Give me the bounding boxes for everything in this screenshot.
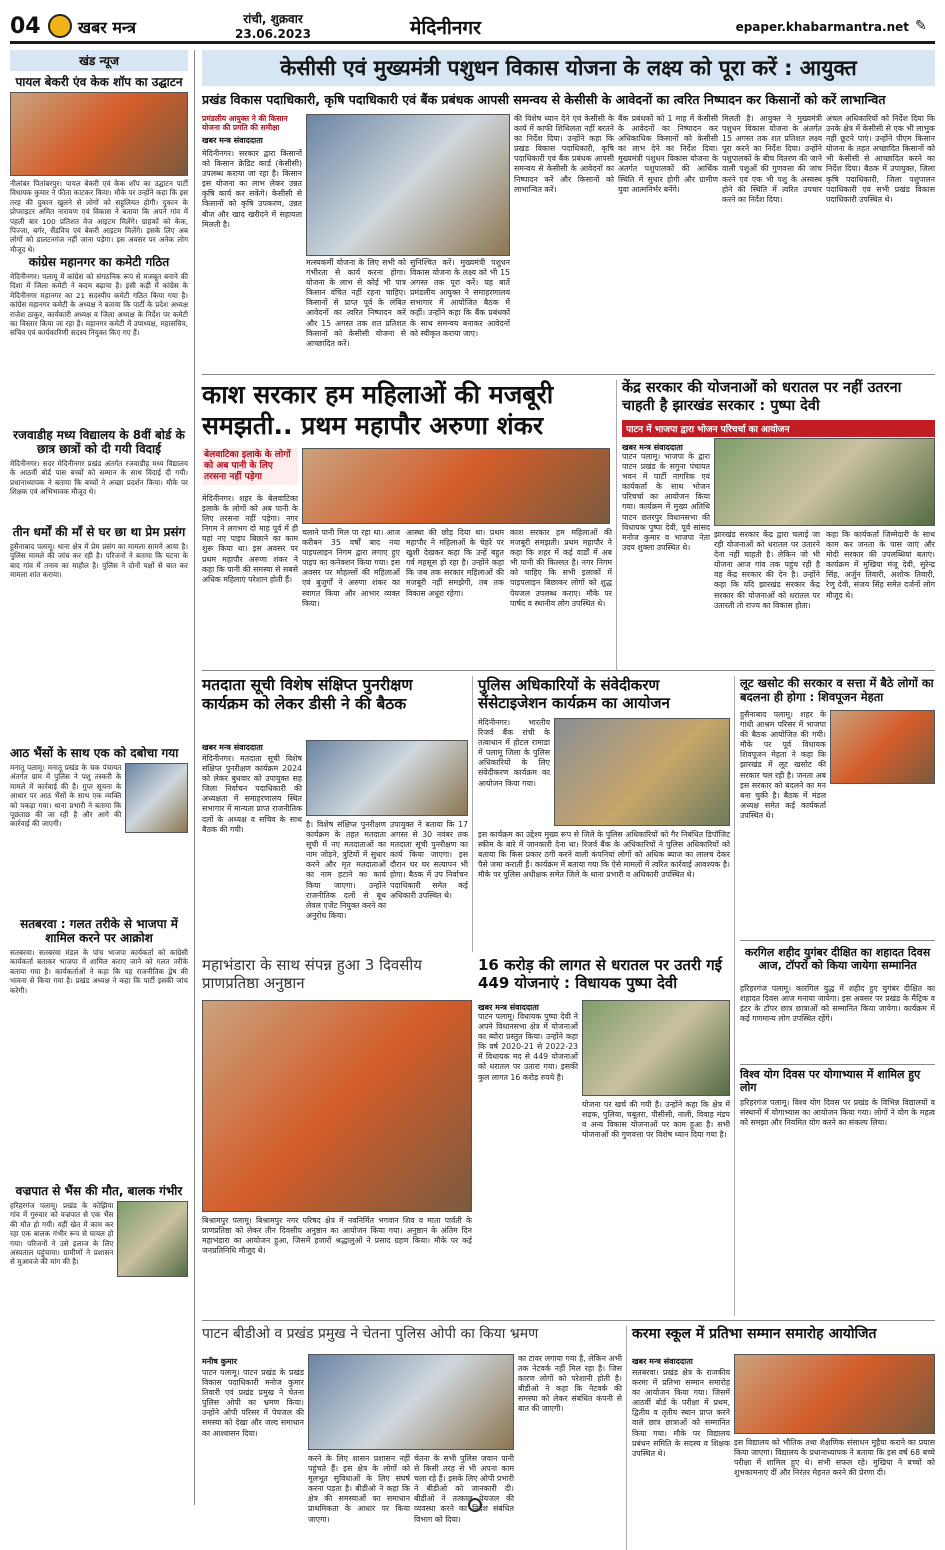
page-number: 04 [10,14,41,39]
story-headline: मतदाता सूची विशेष संक्षिप्त पुनरीक्षण कार्यक्रम को लेकर डीसी ने की बैठक [202,676,413,713]
story-text: पाटन पलामू। पाटन प्रखंड के प्रखंड विकास पदाधिकारी मनोज कुमार तिवारी एवं प्रखंड प्रमुख ने चेतना पुलिस ओपी का भ्रमण किया। उन्होंने ओपी परिसर में पेयजल की समस्या को देखा और जल्द समाधान का आश्वासन दिया। [202,1368,304,1438]
story-text: मत्स्यकर्मी योजना के लिए सभी को गंभीरता से कार्य करना होगा। योजना के लाभ से कोई भी पात्र किसान वंचित नहीं रहना चाहिए। किसानों से प्राप्त पूर्व के लंबित आवेदनों का त्वरित निष्पादन करें और 15 अगस्त तक शत प्रतिशत किसानों को केसीसी योजना से आच्छादित करें। [306,258,406,348]
left-story-title: आठ भैंसों के साथ एक को दबोचा गया [10,746,179,760]
story-headline-line: समझती.. प्रथम महापौर अरुणा शंकर [202,410,544,440]
story-text: का टावर लगाया गया है, लेकिन अभी तक नेटवर्क नहीं मिल रहा है। जिस कारण लोगों को परेशानी होती है। बीडीओ ने कहा कि नेटवर्क की समस्या को लेकर संबंधित कंपनी से बात की जाएगी। [518,1354,622,1414]
news-photo [308,1354,514,1450]
story-headline: पाटन बीडीओ व प्रखंड प्रमुख ने चेतना पुलिस ओपी का किया भ्रमण [202,1326,539,1342]
story-headline: विश्व योग दिवस पर योगाभ्यास में शामिल हुए लोग [740,1068,921,1095]
left-story-title: पायल बेकरी एंव केक शॉप का उद्घाटन [15,75,183,89]
story-text: सुनिश्चित करें। मुख्यमंत्री पशुधन विकास योजना के लक्ष्य को भी 15 अगस्त तक पूरा करें। यह बातें प्रमंडलीय आयुक्त ने समाहरणालय सभागार में आयोजित बैठक में कहीं। उन्होंने कहा कि बैंक प्रबंधकों के साथ समन्वय बनाकर आवेदनों को स्वीकृत कराया जाए। [410,258,510,338]
story-text: बैंक प्रबंधकों को 1 माह में केसीसी के आवेदनों का निष्पादन कर अधिकाधिक किसानों को केसीसी का लाभ देने का निर्देश दिया। मुख्यमंत्री पशुधन विकास योजना के अंतर्गत पशुपालकों की आर्थिक स्थिति में सुधार होगी और ग्रामीण युवा आत्मनिर्भर बनेंगे। [618,114,718,194]
left-story-text: हरिहरगंज पलामू। प्रखंड के कोझिया गांव में गुरुवार को वज्रपात से एक भैंस की मौत हो गयी। वहीं खेत में काम कर रहा एक बालक गंभीर रूप से घायल हो गया। परिजनों ने उसे इलाज के लिए अस्पताल पहुंचाया। ग्रामीणों ने प्रशासन से मुआवजे की मांग की है। [10,1201,114,1267]
story-text: योजना पर खर्च की गयी है। उन्होंने कहा कि क्षेत्र में सड़क, पुलिया, चबूतरा, पीसीसी, नाली, विवाह मंडप व अन्य विकास योजनाओं पर काम हुआ है। सभी योजनाओं की गुणवत्ता पर विशेष ध्यान दिया गया है। [582,1100,730,1140]
story-text: बिश्रामपुर पलामू। बिश्रामपुर नगर परिषद क्षेत्र में नवनिर्मित भगवान शिव व माता पार्वती के प्राणप्रतिष्ठा को लेकर तीन दिवसीय अनुष्ठान का आयोजन किया गया। अनुष्ठान के अंतिम दिन महाभंडारा का आयोजन हुआ, जिसमें हजारों श्रद्धालुओं ने प्रसाद ग्रहण किया। मौके पर कई जनप्रतिनिधि मौजूद थे। [202,1216,472,1256]
left-story-text: मेदिनीनगर। पलामू में कांग्रेस को संगठनिक रूप से मजबूत बनाने की दिशा में जिला कमेटी ने कदम बढ़ाया है। इसी कड़ी में कांग्रेस के मेदिनीनगर महानगर का 21 सदस्यीय कमेटी गठित किया गया है। कांग्रेस महानगर कमेटी के अध्यक्ष ने बताया कि पार्टी के प्रदेश अध्यक्ष राजेश ठाकुर, कार्यकारी अध्यक्ष व जिला अध्यक्ष के निर्देश पर कमेटी का विस्तार किया जा रहा है। महानगर कमेटी में उपाध्यक्ष, महासचिव, सचिव एवं कार्यकारिणी सदस्य नियुक्त किए गए हैं। [10,272,188,338]
left-story-title: कांग्रेस महानगर का कमेटी गठित [28,255,170,269]
news-photo [734,1354,935,1434]
left-story-text: सतबरवा। सतबरवा मंडल के पांच भाजपा कार्यकर्ता को कांग्रेसी कार्यकर्ता बताकर भाजपा में शामिल कराए जाने को गलत तरीके बताया गया है। कार्यकर्ताओं ने कहा कि यह राजनीतिक द्वेष की भावना से किया गया है। प्रखंड अध्यक्ष ने कहा कि पार्टी इसकी जांच करेगी। [10,948,188,995]
story-text: है। विशेष संक्षिप्त पुनरीक्षण कार्यक्रम के तहत मतदाता सूची में नए मतदाताओं का नाम जोड़ने, त्रुटियों में सुधार करने और मृत मतदाताओं का नाम हटाने का कार्य किया जाएगा। उन्होंने राजनीतिक दलों से बूथ लेवल एजेंट नियुक्त करने का अनुरोध किया। [306,820,386,920]
story-text: पाटन पलामू। भाजपा के द्वारा पाटन प्रखंड के सगुना पंचायत भवन में पार्टी नागरिक एवं कार्यकर्ता के साथ भोजन परिचर्चा का आयोजन किया गया। कार्यक्रम में मुख्य अतिथि पाटन छतरपुर विधानसभा की विधायक पुष्पा देवी, पूर्व सांसद मनोज कुमार व भाजपा नेता उदय शुक्ला उपस्थित थे। [622,452,710,552]
story-text: सतबरवा। प्रखंड क्षेत्र के राजकीय करमा में प्रतिभा सम्मान समारोह का आयोजन किया गया। जिसमें आठवीं बोर्ड के परीक्षा में प्रथम, द्वितीय व तृतीय स्थान प्राप्त करने वाले छात्र छात्राओं को सम्मानित किया गया। मौके पर विद्यालय प्रबंधन समिति के सदस्य व शिक्षक उपस्थित थे। [632,1368,730,1458]
news-photo [117,1201,188,1277]
city-title: मेदिनीनगर [410,17,481,39]
news-photo [830,710,935,784]
byline: मनीष कुमार [202,1357,237,1366]
place-day: रांची, शुक्रवार [243,12,303,26]
story-text: अंचल अधिकारियों को निर्देश दिया कि उनके क्षेत्र में केसीसी से एक भी लाभुक नहीं छूटने पाएं। उन्होंने पीएम किसान योजना के तहत अच्छादित किसानों को भी केसीसी से आच्छादित करने का निर्देश दिया। बैठक में उपायुक्त, जिला कृषि पदाधिकारी, जिला पशुपालन पदाधिकारी एवं सभी प्रखंड विकास पदाधिकारी उपस्थित थे। [826,114,935,204]
story-text: चेतना के सभी पुलिस जवान पानी से किसी तरह से भी अपना काम चला रहे हैं। इसके लिए ओपी प्रभारी ने बीडीओ को जानकारी दी। बीडीओ ने तत्काल पेयजल की व्यवस्था करने का निर्देश संबंधित विभाग को दिया। [414,1454,514,1524]
cursor-icon: ✎ [915,18,927,34]
story-text: मेदिनीनगर। शहर के बेलवाटिका इलाके के लोगों को अब पानी के लिए तरसना नहीं पड़ेगा। नगर निगम ने लगभग दो माह पूर्व में ही यहां नए पाइप बिछाने का काम शुरू किया था। इस अवसर पर प्रथम महापौर अरुणा शंकर ने कहा कि पानी की समस्या से सबसे अधिक महिलाएं परेशान होती हैं। [202,494,298,584]
epaper-link[interactable]: epaper.khabarmantra.net [735,20,909,34]
registration-mark-icon [468,1498,482,1512]
story-headline: करगिल शहीद युगंबर दीक्षित का शहादत दिवस आज, टॉपरों को किया जायेगा सम्मानित [744,946,931,973]
left-story-text: मनातू पलामू। मनातू प्रखंड के चक पंचायत अंतर्गत ग्राम में पुलिस ने पशु तस्करी के मामले में कार्रवाई की है। गुप्त सूचना के आधार पर आठ भैंसों के साथ एक व्यक्ति को पकड़ा गया। थाना प्रभारी ने बताया कि पूछताछ की जा रही है और आगे की कार्रवाई की जाएगी। [10,763,122,829]
story-text: इस विद्यालय को भौतिक तथा शैक्षणिक संसाधन मुहैया कराने का प्रयास किया जाएगा। विद्यालय के प्रधानाध्यापक ने बताया कि इस वर्ष 68 बच्चे परीक्षा में शामिल हुए थे। सभी सफल रहे। मुखिया ने बच्चों को शुभकामनाएं दीं और निरंतर मेहनत करने की प्रेरणा दी। [734,1438,935,1478]
news-photo [306,740,468,816]
news-photo [302,448,610,524]
story-text: हरिहरगंज पलामू। कारगिल युद्ध में शहीद हुए युगंबर दीक्षित का शहादत दिवस आज मनाया जायेगा। इस अवसर पर प्रखंड के मैट्रिक व इंटर के टॉपर छात्र छात्राओं को सम्मानित किया जायेगा। कार्यक्रम में कई गणमान्य लोग उपस्थित रहेंगे। [740,984,935,1024]
top-story-headline: केसीसी एवं मुख्यमंत्री पशुधन विकास योजना के लक्ष्य को पूरा करें : आयुक्त [202,50,935,86]
section-label: खंड न्यूज [10,50,188,71]
byline: खबर मन्त्र संवाददाता [202,743,263,752]
left-story-text: नीलांबर पितांबरपुर। पायल बेकरी एवं केक शॉप का उद्घाटन पार्टी विधायक कुमार ने फीता काटकर किया। मौके पर उन्होंने कहा कि इस तरह की दुकान खुलने से लोगों को सहूलियत होगी। दुकान के प्रोपराइटर अमित नारायण एवं विकास ने बताया कि अपने गांव में पहली बार 100 प्रतिशत वेज आइटम मिलेंगे। ग्राहकों को केक, पिज्जा, बर्गर, सैंडविच एवं बेकरी आइटम मिलेंगे। इसके लिए अब लोगों को डालटनगंज नहीं जाना पड़ेगा। इस अवसर पर अनेक लोग मौजूद थे। [10,179,188,254]
story-headline: लूट खसोट की सरकार व सत्ता में बैठे लोगों का बदलना ही होगा : शिवपूजन मेहता [740,676,934,705]
brand-logo-icon [48,14,72,38]
news-photo [554,718,730,826]
story-headline [202,380,612,441]
left-story-title: वज्रपात से भैंस की मौत, बालक गंभीर [15,1184,183,1198]
left-story-text: हुसैनाबाद पलामू। थाना क्षेत्र में प्रेम प्रसंग का मामला सामने आया है। पुलिस मामले की जांच कर रही है। परिजनों ने बताया कि घटना के बाद गांव में तनाव का माहौल है। पुलिस ने दोनों पक्षों से बात कर मामला शांत कराया। [10,542,188,580]
brand-name: खबर मन्त्र [78,18,136,37]
news-photo [10,92,188,176]
left-story-text: मेदिनीनगर। सदर मेदिनीनगर प्रखंड अंतर्गत रजवाडीह मध्य विद्यालय के आठवीं बोर्ड पास बच्चों को सम्मान के साथ विदाई दी गयी। प्रधानाध्यापक ने बताया कि बच्चों ने अच्छा प्रदर्शन किया। मौके पर शिक्षक एवं अभिभावक मौजूद थे। [10,459,188,497]
byline: खबर मन्त्र संवाददाता [202,136,263,145]
left-news-column [10,50,195,1505]
story-text: मेदिनीनगर। सरकार द्वारा किसानों को किसान क्रेडिट कार्ड (केसीसी) उपलब्ध कराया जा रहा है। किसान इस योजना का लाभ लेकर उन्नत कृषि कार्य कर सकेंगे। केसीसी से किसानों को कृषि उपकरण, उन्नत बीज और खाद खरीदने में सहायता मिलती है। [202,149,302,229]
story-headline: महाभंडारा के साथ संपन्न हुआ 3 दिवसीय प्राणप्रतिष्ठा अनुष्ठान [202,956,422,993]
story-text: झारखंड सरकार केंद्र द्वारा चलाई जा रही योजनाओं को धरातल पर उतारने देना नहीं चाहती है। लेकिन जो भी योजना आज गांव तक पहुंच रही है वह केंद्र सरकार की देन है। उन्होंने कहा कि यदि झारखंड सरकार केंद्र सरकार की योजनाओं को धरातल पर उतारती तो राज्य का विकास होता। [714,530,820,610]
story-headline-line: काश सरकार हम महिलाओं की मजबूरी [202,380,554,409]
left-story-title: तीन धर्मों की माँ से घर छा था प्रेम प्रसंग [12,525,186,539]
story-text: पाटन पलामू। विधायक पुष्पा देवी ने अपने विधानसभा क्षेत्र में योजनाओं का ब्योरा प्रस्तुत किया। उन्होंने कहा कि वर्ष 2020-21 से 2022-23 में विधायक मद से 449 योजनाओं को धरातल पर उतारा गया। इसकी कुल लागत 16 करोड़ रुपये है। [478,1012,578,1082]
top-story-subhead: प्रखंड विकास पदाधिकारी, कृषि पदाधिकारी एवं बैंक प्रबंधक आपसी समन्वय से केसीसी के आवेदनों का त्वरित निष्पादन कर किसानों को करें लाभान्वित [202,92,886,107]
story-headline: पुलिस अधिकारियों के संवेदीकरण सेंसेटाइजेशन कार्यक्रम का आयोजन [478,676,670,713]
news-photo [125,763,188,833]
story-text: हरिहरगंज पलामू। विश्व योग दिवस पर प्रखंड के विभिन्न विद्यालयों व संस्थानों में योगाभ्यास का आयोजन किया गया। लोगों ने योग के महत्व को समझा और नियमित योग करने का संकल्प लिया। [740,1098,935,1128]
side-caption: बेलवाटिका इलाके के लोगों को अब पानी के लिए तरसना नहीं पड़ेगा [202,448,298,485]
news-photo [306,114,510,256]
story-text: आस्था की छोड़ दिया था। प्रथम महापौर ने महिलाओं के चेहरे पर खुशी देखकर कहा कि उन्हें बहुत गर्व महसूस हो रहा है। उन्होंने कहा कि जब तक सरकार महिलाओं की मजबूरी नहीं समझेगी, तब तक विकास अधूरा रहेगा। [406,528,504,598]
story-text: मेदिनीनगर। मतदाता सूची विशेष संक्षिप्त पुनरीक्षण कार्यक्रम 2024 को लेकर बुधवार को उपायुक्त सह जिला निर्वाचन पदाधिकारी की अध्यक्षता में समाहरणालय स्थित सभागार में मान्यता प्राप्त राजनीतिक दलों के अध्यक्ष व सचिव के साथ बैठक की गयी। [202,754,303,834]
story-text: हुसैनाबाद पलामू। शहर के गांधी आश्रम परिसर में भाजपा की बैठक आयोजित की गयी। मौके पर पूर्व विधायक शिवपूजन मेहता ने कहा कि झारखंड में लूट खसोट की सरकार चल रही है। जनता अब इस सरकार को बदलने का मन बना चुकी है। बैठक में मंडल अध्यक्ष समेत कई कार्यकर्ता उपस्थित थे। [740,710,826,820]
story-text: की विशेष ध्यान देने एवं केसीसी के कार्य में काफी शिथिलता नहीं बरतने का निर्देश दिया। उन्होंने कहा कि प्रखंड विकास पदाधिकारी, कृषि पदाधिकारी एवं बैंक प्रबंधक आपसी समन्वय से केसीसी के आवेदनों का निष्पादन करें और किसानों को लाभान्वित करें। [514,114,614,194]
main-news-area [202,50,935,1524]
story-text: उपायुक्त ने बताया कि 17 अगस्त से 30 नवंबर तक मतदाता सूची पुनरीक्षण का कार्य किया जाएगा। इस दौरान घर घर सत्यापन भी होगा। बैठक में उप निर्वाचन पदाधिकारी समेत कई अधिकारी उपस्थित थे। [390,820,468,900]
story-text: इस कार्यक्रम का उद्देश्य मुख्य रूप से जिले के पुलिस अधिकारियों को गैर निबंधित डिपॉजिट स्कीम के बारे में जानकारी देना था। रिजर्व बैंक के अधिकारियों ने पुलिस अधिकारियों को बताया कि किस प्रकार ठगी करने वाली कंपनियां लोगों को अधिक ब्याज का लालच देकर पैसे जमा कराती हैं। कार्यक्रम में बताया गया कि ऐसे मामलों में त्वरित कार्रवाई आवश्यक है। मौके पर पुलिस अधीक्षक समेत जिले के थाना प्रभारी व अधिकारी उपस्थित थे। [478,830,730,880]
news-photo [714,438,935,526]
story-headline: करमा स्कूल में प्रतिभा सम्मान समारोह आयोजित [632,1326,877,1342]
story-text: कहा कि कार्यकर्ता जिम्मेदारी के साथ काम कर जनता के पास जाएं और मोदी सरकार की उपलब्धियां बताएं। कार्यक्रम में मुखिया मंजू देवी, सुरेन्द्र सिंह, अर्जुन तिवारी, अशोक तिवारी, रेणु देवी, संजय सिंह समेत दर्जनों लोग मौजूद थे। [826,530,935,600]
byline: खबर मन्त्र संवाददाता [632,1357,693,1366]
masthead [10,10,935,44]
news-photo [202,1000,472,1212]
left-story-title: सतबरवा : गलत तरीके से भाजपा में शामिल करने पर आक्रोश [20,917,178,945]
story-text: मेदिनीनगर। भारतीय रिजर्व बैंक रांची के तत्वाधान में होटल रामाडा में पलामू जिला के पुलिस अधिकारियों के लिए संवेदीकरण कार्यक्रम का आयोजन किया गया। [478,718,550,788]
story-headline: केंद्र सरकार की योजनाओं को धरातल पर नहीं उतरना चाहती है झारखंड सरकार : पुष्पा देवी [622,380,902,414]
story-text: चलाने पानी मिल पा रहा था। आज करीबन 35 वर्षों बाद नया पाइपलाइन निगम द्वारा लगाए हुए पाइप का कनेक्शन किया गया। इस अवसर पर मोहल्लों की महिलाओं एवं बुजुर्गों ने अरुणा शंकर का स्वागत किया और आभार व्यक्त किया। [302,528,400,608]
top-story-col [202,114,302,289]
story-headline: 16 करोड़ की लागत से धरातल पर उतरी गई 449 योजनाएं : विधायक पुष्पा देवी [478,956,723,993]
news-photo [582,1000,730,1096]
left-story-title: रजवाडीह मध्य विद्यालय के 8वीं बोर्ड के छात्र छात्रों को दी गयी विदाई [13,428,185,456]
date: 23.06.2023 [235,27,311,41]
dateline [235,12,311,42]
story-text: मिलती है। आयुक्त ने मुख्यमंत्री पशुधन विकास योजना के अंतर्गत 15 अगस्त तक शत प्रतिशत लक्ष्य पूरा करने का निर्देश दिया। उन्होंने पशुपालकों के बीच वितरण की जाने वाली पशुओं की गुणवत्ता की जांच करने एवं एक भी पशु के अस्वस्थ होने की स्थिति में त्वरित उपचार करने का निर्देश दिया। [722,114,822,204]
story-text: काश सरकार हम महिलाओं की मजबूरी समझती। प्रथम महापौर ने कहा कि शहर में कई वार्डों में अब भी पानी की किल्लत है। नगर निगम को चाहिए कि सभी इलाकों में पाइपलाइन बिछाकर लोगों को शुद्ध पेयजल उपलब्ध कराए। मौके पर पार्षद व स्थानीय लोग उपस्थित थे। [510,528,612,608]
byline: खबर मन्त्र संवाददाता [478,1003,539,1012]
story-redbar: पाटन में भाजपा द्वारा भोजन परिचर्चा का आयोजन [622,420,935,437]
story-text: करने के लिए शासन प्रशासन नहीं पहुंचते हैं। इस क्षेत्र के लोगों को मूलभूत सुविधाओं के लिए संघर्ष करना पड़ता है। बीडीओ ने कहा कि क्षेत्र की समस्याओं का समाधान प्राथमिकता के आधार पर किया जाएगा। [308,1454,410,1524]
photo-caption: प्रमंडलीय आयुक्त ने की किसान योजना की प्रगति की समीक्षा [202,114,288,132]
byline: खबर मन्त्र संवाददाता [622,443,683,452]
